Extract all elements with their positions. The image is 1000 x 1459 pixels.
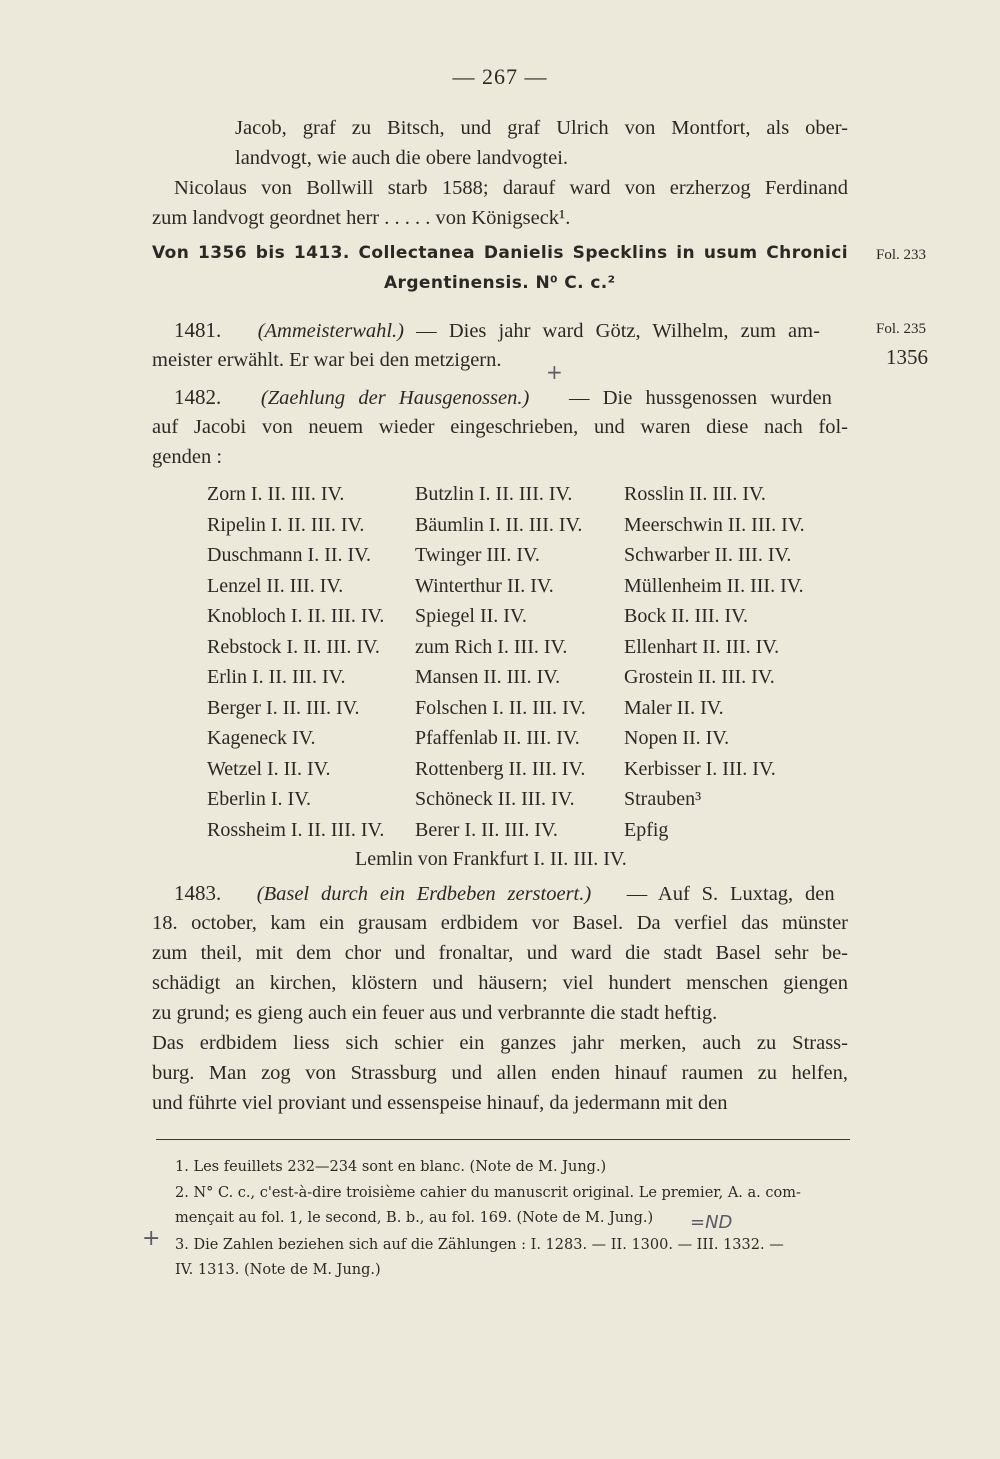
name-entry: Kageneck IV. bbox=[207, 727, 316, 749]
entry-1482-year: 1482. bbox=[174, 385, 222, 409]
entry-1481-line-1 bbox=[174, 320, 820, 342]
margin-folio-235: Fol. 235 bbox=[876, 321, 927, 337]
entry-1481-title: (Ammeisterwahl.) bbox=[257, 320, 405, 342]
pencil-margin-cross: + bbox=[142, 1226, 161, 1251]
intro-line-3: Nicolaus von Bollwill starb 1588; darauf ward von erzherzog Ferdinand bbox=[174, 177, 848, 199]
name-entry: Berer I. II. III. IV. bbox=[415, 818, 558, 841]
name-entry: Maler II. IV. bbox=[624, 696, 724, 719]
footnote-3-line-1: 3. Die Zahlen beziehen sich auf die Zählungen : I. 1283. — II. 1300. — III. 1332. — bbox=[175, 1237, 784, 1253]
pencil-note: =ND bbox=[690, 1212, 733, 1233]
name-entry: Berger I. II. III. IV. bbox=[207, 696, 360, 719]
name-entry: Grostein II. III. IV. bbox=[624, 666, 775, 688]
entry-1483-line-1 bbox=[174, 883, 835, 905]
name-entry: Folschen I. II. III. IV. bbox=[415, 696, 586, 719]
footnote-2-line-1: 2. N° C. c., c'est-à-dire troisième cahier du manuscrit original. Le premier, A. a. com- bbox=[175, 1185, 801, 1201]
name-entry: Zorn I. II. III. IV. bbox=[207, 483, 345, 505]
section-heading-line-2: Argentinensis. N⁰ C. c.² bbox=[384, 273, 616, 293]
entry-1483-line-2: 18. october, kam ein grausam erdbidem vor Basel. Da verfiel das münster bbox=[152, 912, 848, 934]
name-entry: Nopen II. IV. bbox=[624, 727, 730, 749]
intro-line-2: landvogt, wie auch die obere landvogtei. bbox=[235, 147, 569, 169]
name-entry: Twinger III. IV. bbox=[415, 544, 540, 566]
entry-1483-line-3: zum theil, mit dem chor und fronaltar, und ward die stadt Basel sehr be- bbox=[152, 942, 848, 964]
name-entry: Strauben³ bbox=[624, 788, 702, 810]
entry-1481-text: — Dies jahr ward Götz, Wilhelm, zum am- bbox=[416, 320, 820, 342]
name-entry: Rebstock I. II. III. IV. bbox=[207, 635, 380, 658]
entry-1481-year: 1481. bbox=[174, 318, 222, 342]
name-entry: Rottenberg II. III. IV. bbox=[415, 757, 586, 780]
name-entry: Bock II. III. IV. bbox=[624, 605, 749, 627]
entry-1483-line-6: Das erdbidem liess sich schier ein ganzes jahr merken, auch zu Strass- bbox=[152, 1032, 848, 1054]
footnote-1: 1. Les feuillets 232—234 sont en blanc. (Note de M. Jung.) bbox=[175, 1159, 607, 1175]
entry-1483-line-4: schädigt an kirchen, klöstern und häusern; viel hundert menschen giengen bbox=[152, 972, 848, 994]
entry-1482-line-3: genden : bbox=[152, 446, 223, 468]
name-entry: Eberlin I. IV. bbox=[207, 788, 312, 810]
name-entry: Müllenheim II. III. IV. bbox=[624, 574, 804, 597]
section-heading-line-1: Von 1356 bis 1413. Collectanea Danielis Specklins in usum Chronici bbox=[152, 243, 848, 263]
entry-1482-title: (Zaehlung der Hausgenossen.) bbox=[260, 387, 530, 409]
footnote-3-line-2: IV. 1313. (Note de M. Jung.) bbox=[175, 1262, 381, 1278]
entry-1483-line-8: und führte viel proviant und essenspeise hinauf, da jedermann mit den bbox=[152, 1092, 728, 1114]
entry-1483-text: — Auf S. Luxtag, den bbox=[626, 883, 835, 905]
entry-1481-line-2: meister erwählt. Er war bei den metzigern. bbox=[152, 349, 502, 371]
name-entry: Ripelin I. II. III. IV. bbox=[207, 513, 365, 536]
intro-line-1: Jacob, graf zu Bitsch, und graf Ulrich von Montfort, als ober- bbox=[235, 117, 848, 139]
name-entry: Bäumlin I. II. III. IV. bbox=[415, 513, 583, 536]
name-entry: Kerbisser I. III. IV. bbox=[624, 757, 776, 780]
intro-line-4: zum landvogt geordnet herr . . . . . von Königseck¹. bbox=[152, 207, 571, 229]
name-entry: Rossheim I. II. III. IV. bbox=[207, 818, 385, 841]
name-entry: Butzlin I. II. III. IV. bbox=[415, 483, 573, 505]
name-entry: Wetzel I. II. IV. bbox=[207, 757, 331, 780]
name-entry: Spiegel II. IV. bbox=[415, 605, 527, 627]
margin-folio-233: Fol. 233 bbox=[876, 247, 927, 263]
name-entry: Rosslin II. III. IV. bbox=[624, 483, 766, 505]
pencil-cross-mark: + bbox=[546, 360, 563, 384]
entry-1483-year: 1483. bbox=[174, 881, 222, 905]
name-entry: Winterthur II. IV. bbox=[415, 574, 554, 597]
entry-1482-text: — Die hussgenossen wurden bbox=[568, 387, 832, 409]
name-entry: Lenzel II. III. IV. bbox=[207, 574, 344, 597]
footnote-rule bbox=[156, 1139, 850, 1140]
entry-1483-line-5: zu grund; es gieng auch ein feuer aus und verbrannte die stadt heftig. bbox=[152, 1002, 718, 1024]
name-entry: Duschmann I. II. IV. bbox=[207, 544, 372, 566]
name-entry: Ellenhart II. III. IV. bbox=[624, 635, 780, 658]
entry-1483-line-7: burg. Man zog von Strassburg und allen enden hinauf raumen zu helfen, bbox=[152, 1062, 848, 1084]
name-entry: Knobloch I. II. III. IV. bbox=[207, 605, 385, 627]
page-number: — 267 — bbox=[452, 64, 548, 89]
margin-year-1356: 1356 bbox=[886, 345, 928, 369]
footnote-2-line-2: mençait au fol. 1, le second, B. b., au fol. 169. (Note de M. Jung.) bbox=[175, 1210, 654, 1226]
entry-1482-line-2: auf Jacobi von neuem wieder eingeschrieben, und waren diese nach fol- bbox=[152, 416, 848, 438]
names-last-line: Lemlin von Frankfurt I. II. III. IV. bbox=[355, 848, 627, 870]
name-entry: Schöneck II. III. IV. bbox=[415, 788, 575, 810]
name-entry: Erlin I. II. III. IV. bbox=[207, 666, 346, 688]
name-entry: Meerschwin II. III. IV. bbox=[624, 513, 805, 536]
name-entry: Epfig bbox=[624, 818, 669, 841]
name-entry: zum Rich I. III. IV. bbox=[415, 635, 568, 658]
name-entry: Schwarber II. III. IV. bbox=[624, 544, 792, 566]
name-entry: Pfaffenlab II. III. IV. bbox=[415, 727, 580, 749]
entry-1483-title: (Basel durch ein Erdbeben zerstoert.) bbox=[256, 883, 592, 905]
entry-1482-line-1 bbox=[174, 387, 832, 409]
name-entry: Mansen II. III. IV. bbox=[415, 666, 561, 688]
